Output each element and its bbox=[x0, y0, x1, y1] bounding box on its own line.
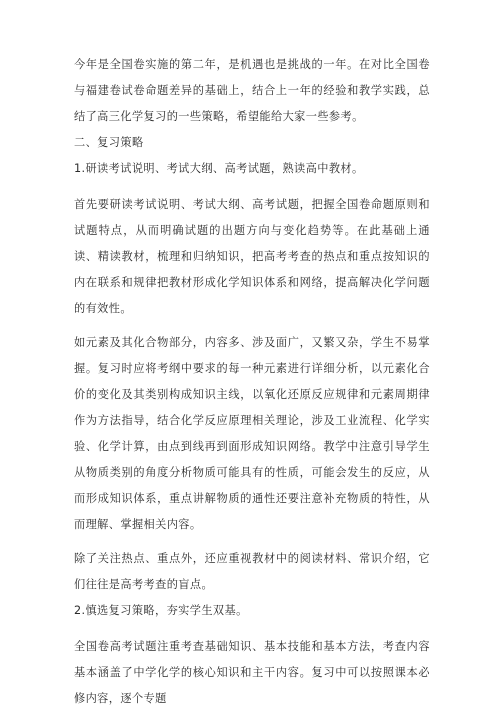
intro-paragraph: 今年是全国卷实施的第二年，是机遇也是挑战的一年。在对比全国卷与福建卷试卷命题差异的基础上，结合上一年的经验和教学实践，总结了高三化学复习的一些策略，希望能给大家一些参考。 bbox=[74, 58, 430, 123]
subsection-2-heading: 2.慎选复习策略，夯实学生双基。 bbox=[74, 604, 248, 617]
subsection-2-paragraph-1: 全国卷高考试题注重考查基础知识、基本技能和基本方法，考查内容基本涵盖了中学化学的核心知识和主干内容。复习中可以按照课本必修内容，逐个专题 bbox=[74, 640, 430, 705]
document-page bbox=[74, 52, 430, 712]
subsection-1-paragraph-1: 首先要研读考试说明、考试大纲、高考试题，把握全国卷命题原则和试题特点，从而明确试题的出题方向与变化趋势等。在此基础上通读、精读教材，梳理和归纳知识，把高考考查的热点和重点按知识的内在联系和规律把教材形成化学知识体系和网络，提高解决化学问题的有效性。 bbox=[74, 198, 430, 315]
section-heading: 二、复习策略 bbox=[74, 136, 144, 149]
subsection-1-heading: 1.研读考试说明、考试大纲、高考试题，熟读高中教材。 bbox=[74, 162, 364, 175]
subsection-1-paragraph-2: 如元素及其化合物部分，内容多、涉及面广，又繁又杂，学生不易掌握。复习时应将考纲中要求的每一种元素进行详细分析，以元素化合价的变化及其类别构成知识主线，以氧化还原反应规律和元素周期律作为方法指导，结合化学反应原理相关理论，涉及工业流程、化学实验、化学计算，由点到线再到面形成知识网络。教学中注意引导学生从物质类别的角度分析物质可能具有的性质，可能会发生的反应，从而形成知识体系，重点讲解物质的通性还要注意补充物质的特性，从而理解、掌握相关内容。 bbox=[74, 336, 430, 531]
subsection-1-paragraph-3: 除了关注热点、重点外，还应重视教材中的阅读材料、常识介绍，它们往往是高考考查的盲点。 bbox=[74, 552, 430, 591]
